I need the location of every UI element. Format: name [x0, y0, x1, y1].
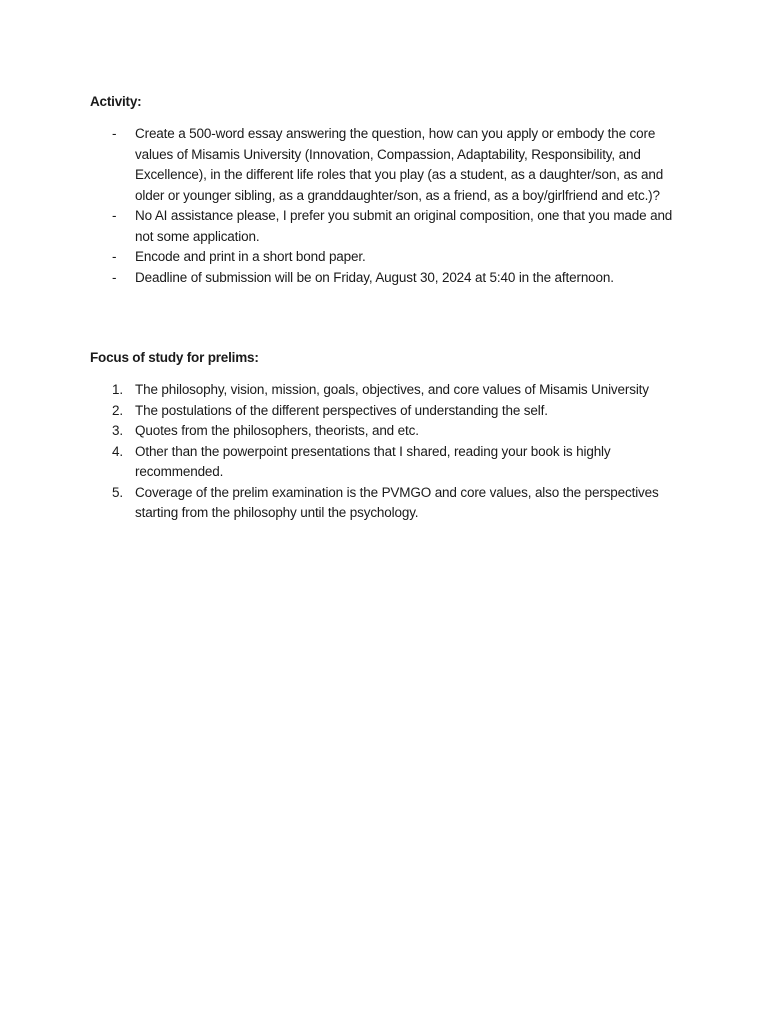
- list-item: [0, 442, 768, 483]
- list-item: [0, 124, 768, 206]
- activity-heading: Activity:: [90, 94, 142, 109]
- list-item: [0, 401, 768, 422]
- list-item-text: Create a 500-word essay answering the question, how can you apply or embody the core values of Misamis University (Innovation, Compassion, Adaptability, Responsibility, and Excellence), in the different life roles that you play (as a student, as a daughter/son, as and older or younger sibling, as a granddaughter/son, as a friend, as a boy/girlfriend and etc.)?: [135, 126, 664, 203]
- list-item-text: Other than the powerpoint presentations that I shared, reading your book is highly recommended.: [135, 443, 611, 479]
- number-marker: 5.: [112, 484, 123, 500]
- list-item-text: Quotes from the philosophers, theorists, and etc.: [135, 423, 419, 438]
- list-item-text: Deadline of submission will be on Friday, August 30, 2024 at 5:40 in the afternoon.: [135, 269, 614, 285]
- list-item: [0, 421, 768, 442]
- number-marker: 4.: [112, 443, 123, 459]
- list-item-text: The philosophy, vision, mission, goals, objectives, and core values of Misamis University: [135, 382, 649, 397]
- number-marker: 3.: [112, 423, 123, 438]
- activity-list: [0, 124, 768, 288]
- bullet-marker: -: [112, 126, 117, 141]
- list-item: [0, 247, 768, 268]
- list-item-text: No AI assistance please, I prefer you submit an original composition, one that you made and not some application.: [135, 208, 673, 244]
- list-item: [0, 380, 768, 401]
- list-item: [0, 206, 768, 247]
- list-item: [0, 483, 768, 524]
- focus-list: [0, 380, 768, 524]
- bullet-marker: -: [112, 269, 117, 285]
- list-item-text: Encode and print in a short bond paper.: [135, 249, 366, 264]
- list-item-text: Coverage of the prelim examination is the PVMGO and core values, also the perspectives starting from the philosophy until the psychology.: [135, 484, 659, 520]
- number-marker: 1.: [112, 382, 123, 397]
- bullet-marker: -: [112, 249, 117, 264]
- list-item: [0, 268, 768, 289]
- list-item-text: The postulations of the different perspectives of understanding the self.: [135, 402, 548, 418]
- number-marker: 2.: [112, 402, 123, 418]
- focus-heading: Focus of study for prelims:: [90, 350, 259, 365]
- bullet-marker: -: [112, 208, 117, 223]
